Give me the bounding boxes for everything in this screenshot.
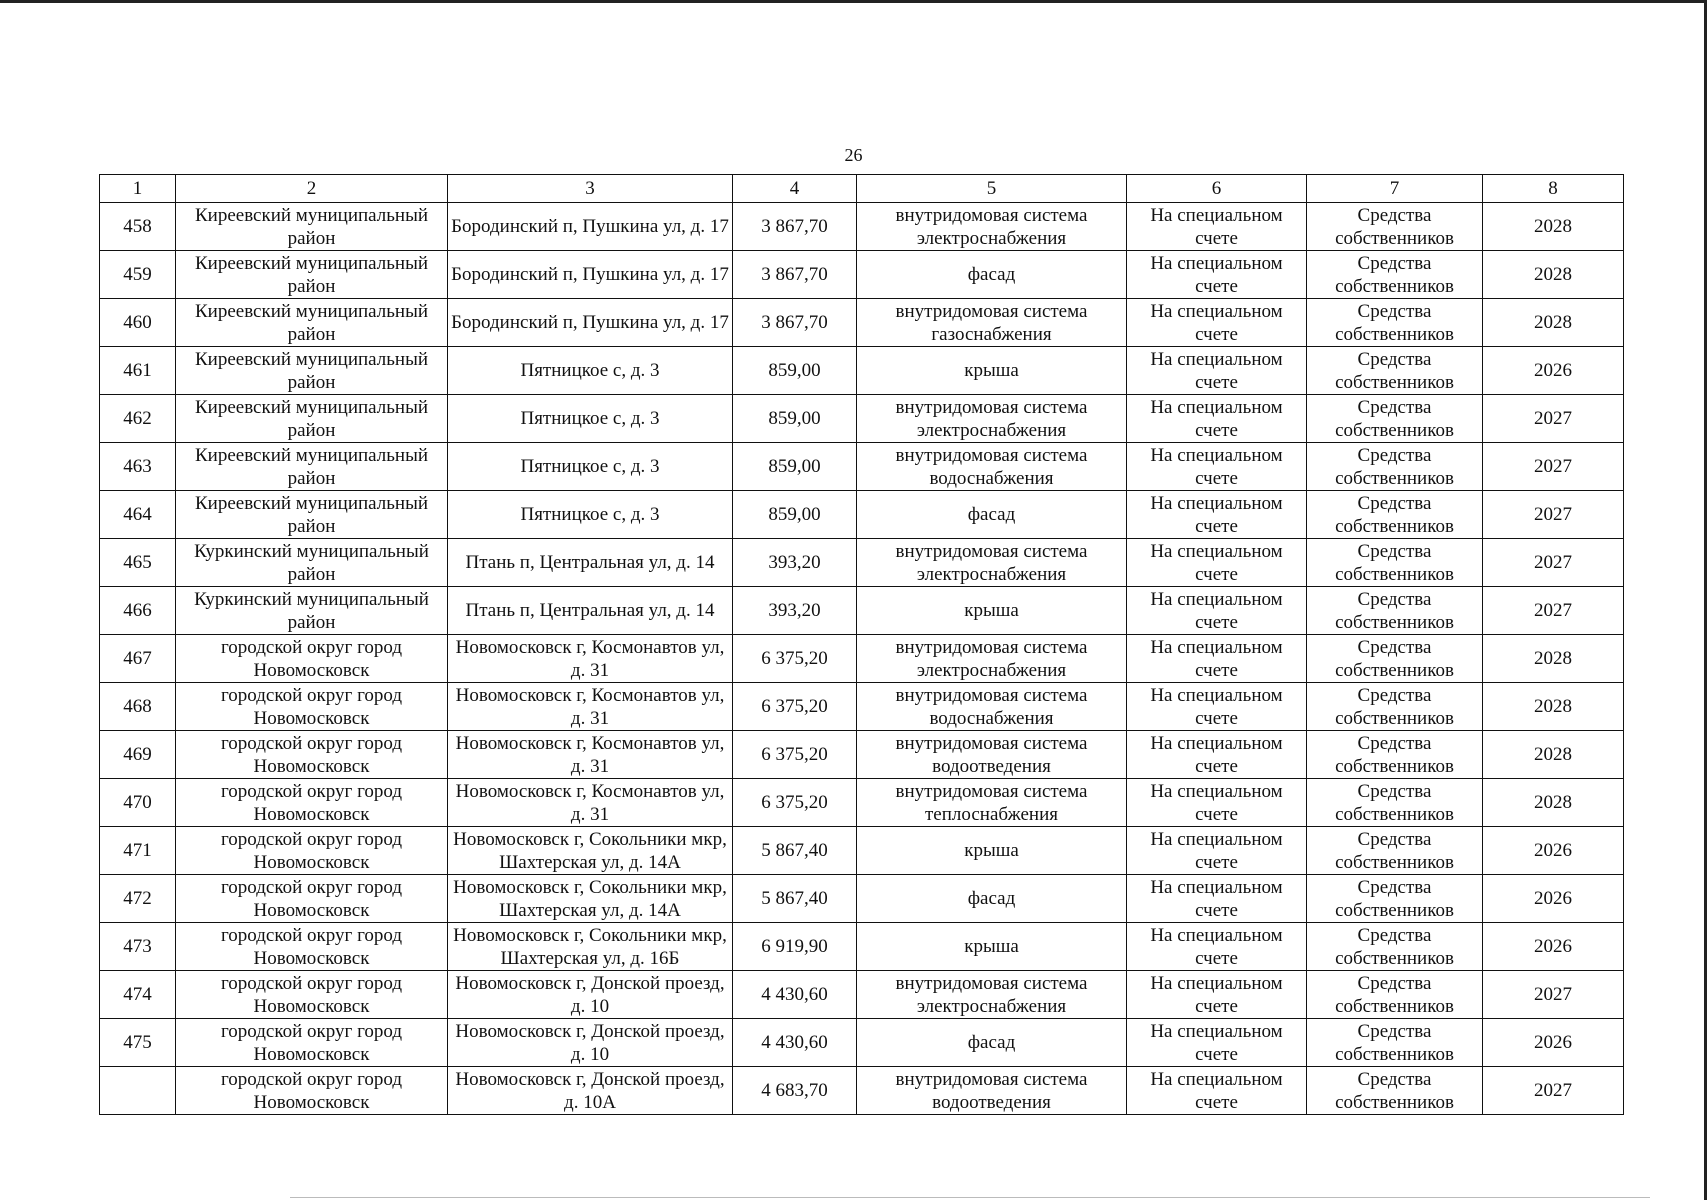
- municipality-cell: Киреевский муниципальный район: [176, 395, 448, 443]
- address-cell: Бородинский п, Пушкина ул, д. 17: [448, 251, 733, 299]
- area-cell: 859,00: [733, 491, 857, 539]
- year-cell: 2027: [1483, 539, 1624, 587]
- table-row: [100, 827, 1624, 875]
- municipality-cell: Куркинский муниципальный район: [176, 587, 448, 635]
- row-number-cell: 471: [100, 827, 176, 875]
- address-cell: Пятницкое с, д. 3: [448, 443, 733, 491]
- work-type-cell: внутридомовая система электроснабжения: [857, 539, 1127, 587]
- column-header: 1: [100, 175, 176, 203]
- row-number-cell: 462: [100, 395, 176, 443]
- municipality-cell: городской округ город Новомосковск: [176, 971, 448, 1019]
- municipality-cell: Киреевский муниципальный район: [176, 491, 448, 539]
- funding-source-cell: Средства собственников: [1307, 683, 1483, 731]
- fund-account-cell: На специальном счете: [1127, 203, 1307, 251]
- fund-account-cell: На специальном счете: [1127, 539, 1307, 587]
- funding-source-cell: Средства собственников: [1307, 1067, 1483, 1115]
- area-cell: 393,20: [733, 539, 857, 587]
- area-cell: 4 683,70: [733, 1067, 857, 1115]
- table-row: [100, 923, 1624, 971]
- fund-account-cell: На специальном счете: [1127, 1019, 1307, 1067]
- funding-source-cell: Средства собственников: [1307, 875, 1483, 923]
- fund-account-cell: На специальном счете: [1127, 395, 1307, 443]
- table-row: [100, 875, 1624, 923]
- year-cell: 2028: [1483, 779, 1624, 827]
- address-cell: Бородинский п, Пушкина ул, д. 17: [448, 203, 733, 251]
- column-header: 7: [1307, 175, 1483, 203]
- area-cell: 6 375,20: [733, 683, 857, 731]
- capital-repair-table: [99, 174, 1624, 1115]
- funding-source-cell: Средства собственников: [1307, 971, 1483, 1019]
- funding-source-cell: Средства собственников: [1307, 827, 1483, 875]
- year-cell: 2028: [1483, 251, 1624, 299]
- year-cell: 2027: [1483, 491, 1624, 539]
- area-cell: 4 430,60: [733, 971, 857, 1019]
- year-cell: 2026: [1483, 875, 1624, 923]
- municipality-cell: Киреевский муниципальный район: [176, 347, 448, 395]
- table-row: [100, 1019, 1624, 1067]
- work-type-cell: внутридомовая система водоотведения: [857, 1067, 1127, 1115]
- row-number-cell: 472: [100, 875, 176, 923]
- header-row: [100, 175, 1624, 203]
- year-cell: 2028: [1483, 731, 1624, 779]
- row-number-cell: [100, 1067, 176, 1115]
- fund-account-cell: На специальном счете: [1127, 347, 1307, 395]
- area-cell: 3 867,70: [733, 251, 857, 299]
- address-cell: Птань п, Центральная ул, д. 14: [448, 587, 733, 635]
- municipality-cell: городской округ город Новомосковск: [176, 635, 448, 683]
- fund-account-cell: На специальном счете: [1127, 299, 1307, 347]
- address-cell: Пятницкое с, д. 3: [448, 395, 733, 443]
- municipality-cell: городской округ город Новомосковск: [176, 827, 448, 875]
- work-type-cell: фасад: [857, 251, 1127, 299]
- work-type-cell: внутридомовая система электроснабжения: [857, 395, 1127, 443]
- table-row: [100, 347, 1624, 395]
- address-cell: Новомосковск г, Сокольники мкр, Шахтерская ул, д. 14А: [448, 875, 733, 923]
- work-type-cell: внутридомовая система электроснабжения: [857, 971, 1127, 1019]
- municipality-cell: городской округ город Новомосковск: [176, 731, 448, 779]
- area-cell: 6 375,20: [733, 635, 857, 683]
- area-cell: 859,00: [733, 395, 857, 443]
- fund-account-cell: На специальном счете: [1127, 491, 1307, 539]
- address-cell: Новомосковск г, Донской проезд, д. 10: [448, 971, 733, 1019]
- municipality-cell: Куркинский муниципальный район: [176, 539, 448, 587]
- column-header: 4: [733, 175, 857, 203]
- table-row: [100, 779, 1624, 827]
- fund-account-cell: На специальном счете: [1127, 1067, 1307, 1115]
- row-number-cell: 460: [100, 299, 176, 347]
- municipality-cell: городской округ город Новомосковск: [176, 683, 448, 731]
- address-cell: Новомосковск г, Донской проезд, д. 10: [448, 1019, 733, 1067]
- column-header: 8: [1483, 175, 1624, 203]
- municipality-cell: городской округ город Новомосковск: [176, 1067, 448, 1115]
- table-row: [100, 731, 1624, 779]
- funding-source-cell: Средства собственников: [1307, 539, 1483, 587]
- work-type-cell: крыша: [857, 923, 1127, 971]
- address-cell: Новомосковск г, Сокольники мкр, Шахтерская ул, д. 14А: [448, 827, 733, 875]
- municipality-cell: городской округ город Новомосковск: [176, 779, 448, 827]
- address-cell: Пятницкое с, д. 3: [448, 491, 733, 539]
- fund-account-cell: На специальном счете: [1127, 587, 1307, 635]
- municipality-cell: Киреевский муниципальный район: [176, 443, 448, 491]
- row-number-cell: 463: [100, 443, 176, 491]
- work-type-cell: внутридомовая система электроснабжения: [857, 635, 1127, 683]
- area-cell: 4 430,60: [733, 1019, 857, 1067]
- funding-source-cell: Средства собственников: [1307, 587, 1483, 635]
- table-body: [100, 203, 1624, 1115]
- table-row: [100, 683, 1624, 731]
- work-type-cell: внутридомовая система водоснабжения: [857, 683, 1127, 731]
- year-cell: 2027: [1483, 395, 1624, 443]
- table-row: [100, 395, 1624, 443]
- fund-account-cell: На специальном счете: [1127, 443, 1307, 491]
- funding-source-cell: Средства собственников: [1307, 731, 1483, 779]
- address-cell: Птань п, Центральная ул, д. 14: [448, 539, 733, 587]
- address-cell: Новомосковск г, Космонавтов ул, д. 31: [448, 683, 733, 731]
- column-header: 6: [1127, 175, 1307, 203]
- page-border-top: [0, 0, 1707, 3]
- funding-source-cell: Средства собственников: [1307, 203, 1483, 251]
- funding-source-cell: Средства собственников: [1307, 347, 1483, 395]
- column-header: 3: [448, 175, 733, 203]
- work-type-cell: внутридомовая система электроснабжения: [857, 203, 1127, 251]
- year-cell: 2027: [1483, 587, 1624, 635]
- municipality-cell: городской округ город Новомосковск: [176, 1019, 448, 1067]
- funding-source-cell: Средства собственников: [1307, 299, 1483, 347]
- year-cell: 2028: [1483, 683, 1624, 731]
- year-cell: 2027: [1483, 1067, 1624, 1115]
- fund-account-cell: На специальном счете: [1127, 731, 1307, 779]
- area-cell: 6 375,20: [733, 779, 857, 827]
- funding-source-cell: Средства собственников: [1307, 779, 1483, 827]
- column-header: 5: [857, 175, 1127, 203]
- area-cell: 5 867,40: [733, 827, 857, 875]
- row-number-cell: 469: [100, 731, 176, 779]
- work-type-cell: внутридомовая система водоотведения: [857, 731, 1127, 779]
- fund-account-cell: На специальном счете: [1127, 683, 1307, 731]
- fund-account-cell: На специальном счете: [1127, 779, 1307, 827]
- address-cell: Новомосковск г, Сокольники мкр, Шахтерская ул, д. 16Б: [448, 923, 733, 971]
- year-cell: 2026: [1483, 827, 1624, 875]
- funding-source-cell: Средства собственников: [1307, 491, 1483, 539]
- table-row: [100, 635, 1624, 683]
- table-row: [100, 251, 1624, 299]
- year-cell: 2026: [1483, 347, 1624, 395]
- fund-account-cell: На специальном счете: [1127, 875, 1307, 923]
- address-cell: Бородинский п, Пушкина ул, д. 17: [448, 299, 733, 347]
- row-number-cell: 468: [100, 683, 176, 731]
- table-row: [100, 491, 1624, 539]
- municipality-cell: городской округ город Новомосковск: [176, 923, 448, 971]
- row-number-cell: 464: [100, 491, 176, 539]
- work-type-cell: внутридомовая система газоснабжения: [857, 299, 1127, 347]
- table-row: [100, 443, 1624, 491]
- funding-source-cell: Средства собственников: [1307, 395, 1483, 443]
- year-cell: 2026: [1483, 923, 1624, 971]
- table-row: [100, 971, 1624, 1019]
- table-row: [100, 203, 1624, 251]
- work-type-cell: крыша: [857, 347, 1127, 395]
- address-cell: Новомосковск г, Космонавтов ул, д. 31: [448, 635, 733, 683]
- row-number-cell: 466: [100, 587, 176, 635]
- row-number-cell: 461: [100, 347, 176, 395]
- row-number-cell: 465: [100, 539, 176, 587]
- work-type-cell: крыша: [857, 587, 1127, 635]
- year-cell: 2027: [1483, 971, 1624, 1019]
- row-number-cell: 474: [100, 971, 176, 1019]
- area-cell: 6 919,90: [733, 923, 857, 971]
- area-cell: 859,00: [733, 443, 857, 491]
- year-cell: 2028: [1483, 203, 1624, 251]
- area-cell: 393,20: [733, 587, 857, 635]
- work-type-cell: крыша: [857, 827, 1127, 875]
- municipality-cell: Киреевский муниципальный район: [176, 203, 448, 251]
- page-number: 26: [844, 145, 863, 165]
- address-cell: Новомосковск г, Донской проезд, д. 10А: [448, 1067, 733, 1115]
- funding-source-cell: Средства собственников: [1307, 251, 1483, 299]
- fund-account-cell: На специальном счете: [1127, 923, 1307, 971]
- area-cell: 5 867,40: [733, 875, 857, 923]
- fund-account-cell: На специальном счете: [1127, 251, 1307, 299]
- work-type-cell: фасад: [857, 1019, 1127, 1067]
- row-number-cell: 458: [100, 203, 176, 251]
- table-row: [100, 1067, 1624, 1115]
- area-cell: 3 867,70: [733, 203, 857, 251]
- row-number-cell: 475: [100, 1019, 176, 1067]
- address-cell: Пятницкое с, д. 3: [448, 347, 733, 395]
- municipality-cell: Киреевский муниципальный район: [176, 299, 448, 347]
- year-cell: 2026: [1483, 1019, 1624, 1067]
- funding-source-cell: Средства собственников: [1307, 635, 1483, 683]
- municipality-cell: Киреевский муниципальный район: [176, 251, 448, 299]
- funding-source-cell: Средства собственников: [1307, 443, 1483, 491]
- funding-source-cell: Средства собственников: [1307, 923, 1483, 971]
- year-cell: 2028: [1483, 299, 1624, 347]
- row-number-cell: 459: [100, 251, 176, 299]
- year-cell: 2028: [1483, 635, 1624, 683]
- fund-account-cell: На специальном счете: [1127, 827, 1307, 875]
- work-type-cell: внутридомовая система теплоснабжения: [857, 779, 1127, 827]
- funding-source-cell: Средства собственников: [1307, 1019, 1483, 1067]
- table-row: [100, 587, 1624, 635]
- municipality-cell: городской округ город Новомосковск: [176, 875, 448, 923]
- work-type-cell: фасад: [857, 491, 1127, 539]
- row-number-cell: 467: [100, 635, 176, 683]
- area-cell: 6 375,20: [733, 731, 857, 779]
- address-cell: Новомосковск г, Космонавтов ул, д. 31: [448, 731, 733, 779]
- area-cell: 859,00: [733, 347, 857, 395]
- row-number-cell: 473: [100, 923, 176, 971]
- work-type-cell: внутридомовая система водоснабжения: [857, 443, 1127, 491]
- column-header: 2: [176, 175, 448, 203]
- fund-account-cell: На специальном счете: [1127, 971, 1307, 1019]
- work-type-cell: фасад: [857, 875, 1127, 923]
- year-cell: 2027: [1483, 443, 1624, 491]
- table-row: [100, 299, 1624, 347]
- fund-account-cell: На специальном счете: [1127, 635, 1307, 683]
- row-number-cell: 470: [100, 779, 176, 827]
- scan-artifact-line: [290, 1197, 1650, 1198]
- area-cell: 3 867,70: [733, 299, 857, 347]
- address-cell: Новомосковск г, Космонавтов ул, д. 31: [448, 779, 733, 827]
- table-row: [100, 539, 1624, 587]
